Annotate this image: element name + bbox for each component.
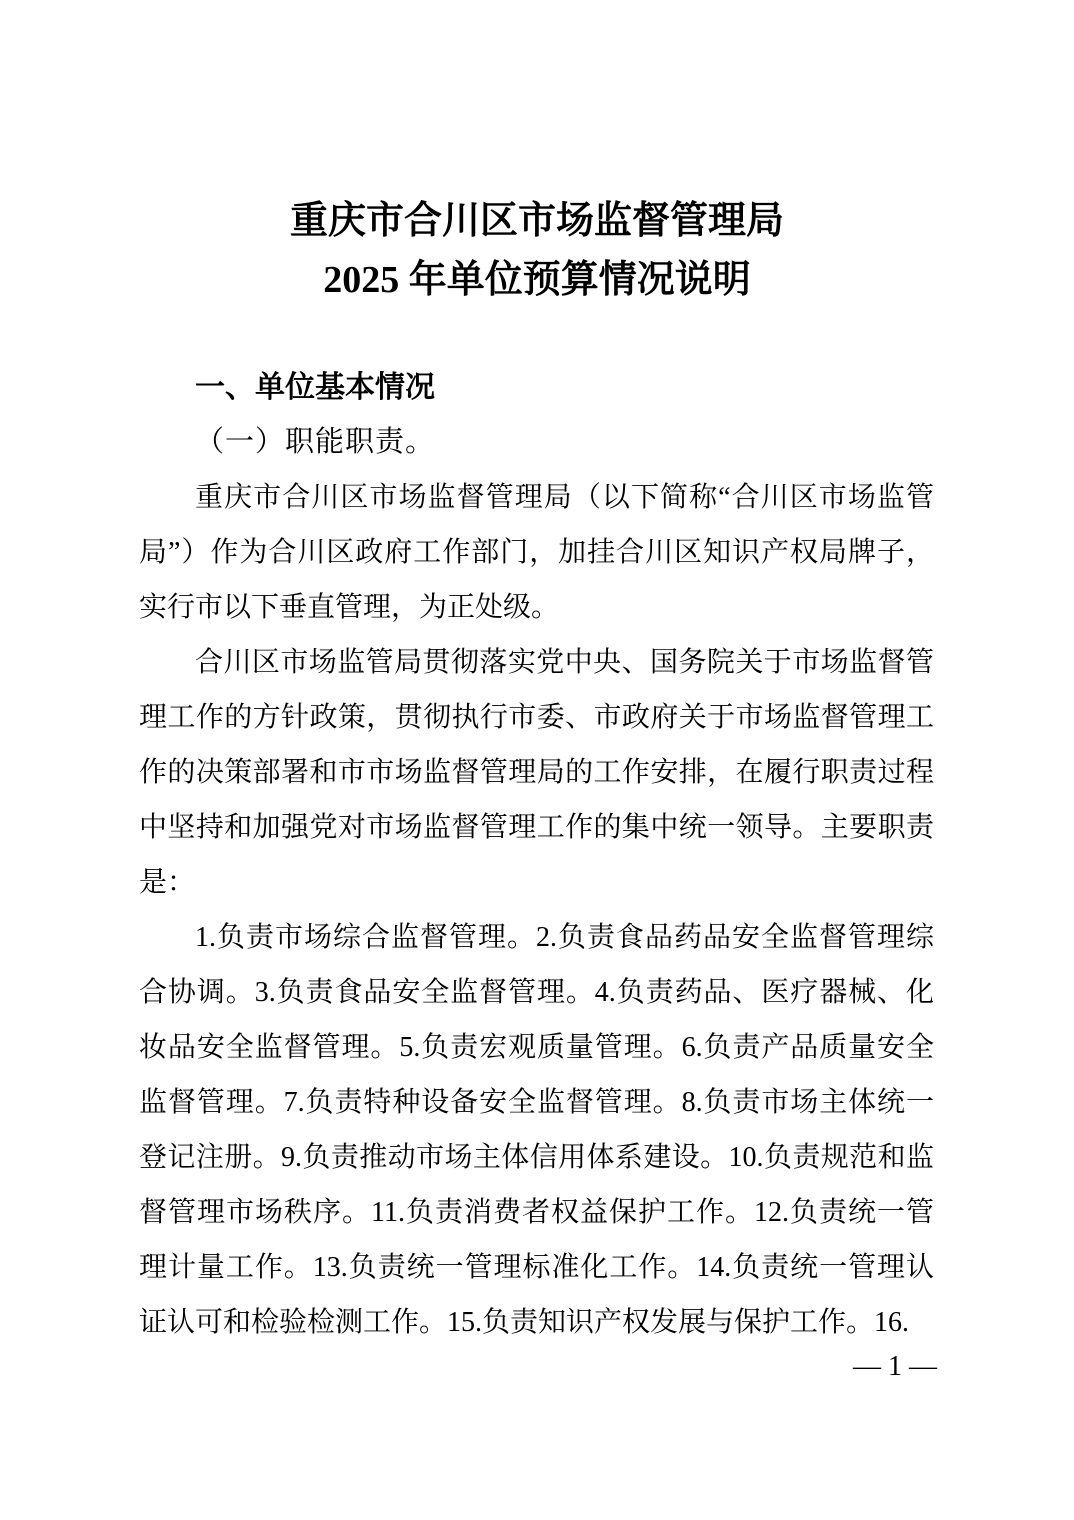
document-title-line-2: 2025 年单位预算情况说明 — [323, 259, 751, 301]
section-heading-unit-basic-info: 一、单位基本情况 — [195, 371, 435, 404]
document-title-line-1: 重庆市合川区市场监督管理局 — [289, 200, 784, 242]
document-title — [0, 0, 1074, 310]
paragraph-policy-implementation: 合川区市场监管局贯彻落实党中央、国务院关于市场监督管理工作的方针政策，贯彻执行市委、市政府关于市场监督管理工作的决策部署和市市场监督管理局的工作安排，在履行职责过程中坚持和加强党对市场监督管理工作的集中统一领导。主要职责是： — [139, 647, 934, 898]
paragraph-numbered-duties-list: 1.负责市场综合监督管理。2.负责食品药品安全监督管理综合协调。3.负责食品安全监督管理。4.负责药品、医疗器械、化妆品安全监督管理。5.负责宏观质量管理。6.负责产品质量安全监督管理。7.负责特种设备安全监督管理。8.负责市场主体统一登记注册。9.负责推动市场主体信用体系建设。10.负责规范和监督管理市场秩序。11.负责消费者权益保护工作。12.负责统一管理计量工作。13.负责统一管理标准化工作。14.负责统一管理认证认可和检验检测工作。15.负责知识产权发展与保护工作。16. — [139, 922, 934, 1338]
subsection-heading-duties: （一）职能职责。 — [195, 426, 436, 458]
document-body — [139, 360, 934, 1350]
page-number: — 1 — — [853, 1351, 937, 1382]
paragraph-agency-intro: 重庆市合川区市场监督管理局（以下简称“合川区市场监管局”）作为合川区政府工作部门，加挂合川区知识产权局牌子，实行市以下垂直管理，为正处级。 — [139, 482, 934, 623]
